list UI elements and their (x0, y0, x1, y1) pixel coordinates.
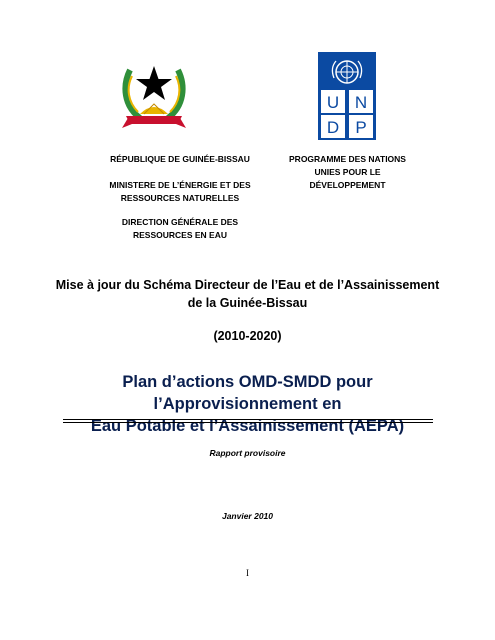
undp-letter-u: U (326, 93, 340, 112)
undp-letter-d: D (326, 118, 340, 137)
guinea-bissau-emblem (118, 52, 190, 134)
report-type: Rapport provisoire (209, 448, 286, 458)
undp-logo-icon (318, 52, 376, 140)
ministry-line2: RESSOURCES NATURELLES (120, 193, 240, 203)
undp-name-line1: PROGRAMME DES NATIONS (289, 154, 406, 164)
subtitle-years: (2010-2020) (213, 329, 282, 343)
subtitle-line2: de la Guinée-Bissau (187, 296, 308, 310)
document-subtitle (40, 276, 455, 312)
title-divider-second (63, 422, 433, 423)
republic-label: RÉPUBLIQUE DE GUINÉE-BISSAU (110, 154, 250, 164)
title-divider (63, 419, 433, 420)
undp-letter-p: P (355, 118, 367, 137)
main-title-line1: Plan d’actions OMD-SMDD pour l’Approvisionnement en (122, 373, 373, 413)
direction-line2: RESSOURCES EN EAU (133, 230, 227, 240)
emblem-icon (118, 52, 190, 134)
ministry-label (80, 179, 280, 205)
undp-letter-n: N (354, 93, 368, 112)
ministry-line1: MINISTERE DE L’ÉNERGIE ET DES (109, 180, 251, 190)
page-number: I (246, 568, 249, 578)
subtitle-line1: Mise à jour du Schéma Directeur de l’Eau et de l’Assainissement (55, 278, 440, 292)
direction-label (80, 216, 280, 242)
main-title (40, 371, 455, 437)
undp-name-line3: DÉVELOPPEMENT (309, 180, 386, 190)
report-date: Janvier 2010 (221, 511, 274, 521)
main-title-line2: Eau Potable et l’Assainissement (AEPA) (90, 417, 405, 435)
undp-logo (318, 52, 376, 140)
undp-name-line2: UNIES POUR LE (314, 167, 381, 177)
direction-line1: DIRECTION GÉNÉRALE DES (121, 217, 239, 227)
undp-name-label (280, 153, 415, 192)
